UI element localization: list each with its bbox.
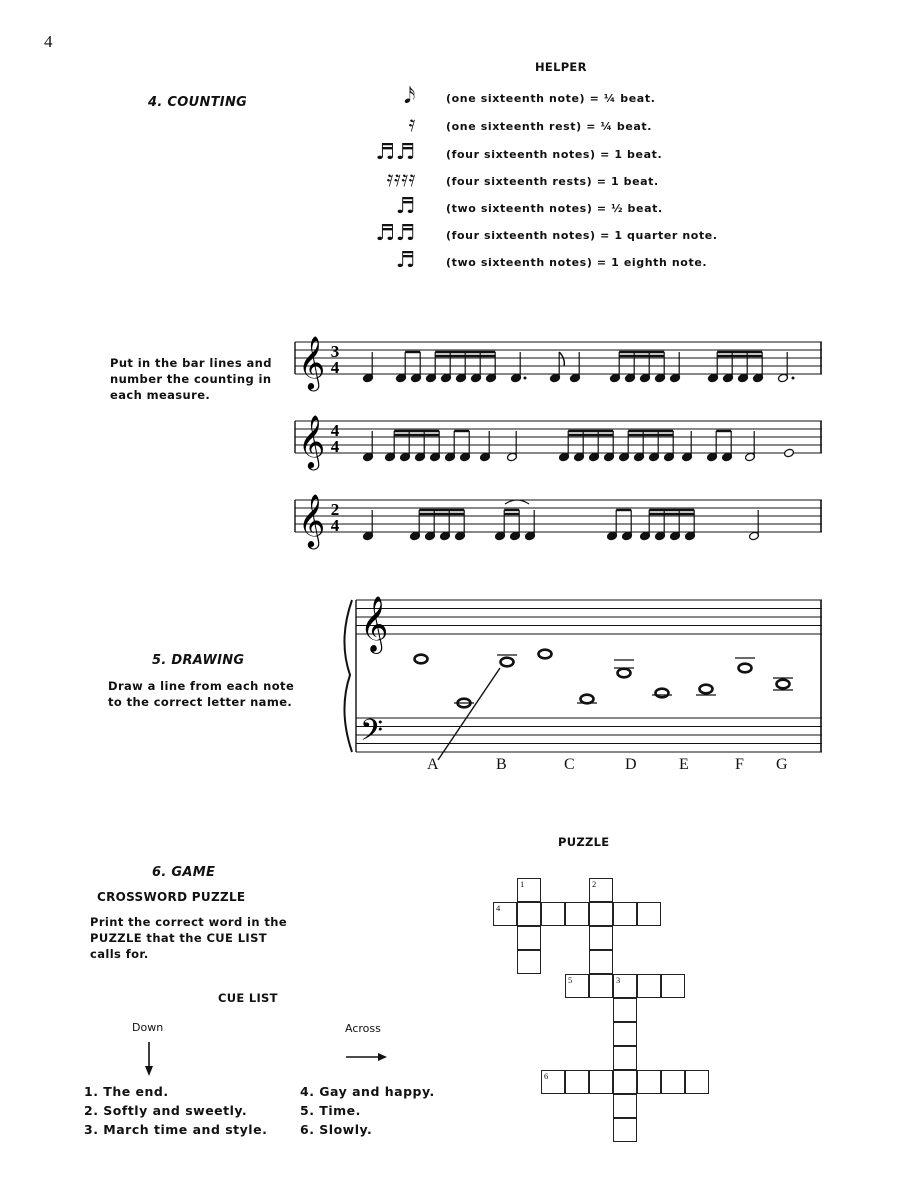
crossword-cell[interactable] <box>661 1070 685 1094</box>
down-clue-list <box>84 1082 267 1139</box>
time-sig-bottom: 4 <box>330 437 340 456</box>
treble-clef-icon: 𝄞 <box>360 596 389 652</box>
instruction-line: PUZZLE that the CUE LIST <box>90 931 268 945</box>
treble-clef-icon: 𝄞 <box>298 414 326 468</box>
crossword-cell[interactable] <box>637 1070 661 1094</box>
crossword-cell[interactable] <box>589 1070 613 1094</box>
cell-number: 6 <box>544 1071 549 1081</box>
time-sig-top: 2 <box>330 500 340 519</box>
crossword-subheading: CROSSWORD PUZZLE <box>97 890 246 904</box>
crossword-cell[interactable] <box>613 1046 637 1070</box>
cell-number: 3 <box>616 975 621 985</box>
cell-number: 1 <box>520 879 525 889</box>
crossword-cell[interactable] <box>565 902 589 926</box>
instruction-line: Draw a line from each note <box>108 679 295 693</box>
crossword-cell[interactable] <box>565 974 589 998</box>
cell-number: 2 <box>592 879 597 889</box>
treble-clef-icon: 𝄞 <box>298 335 326 389</box>
crossword-cell[interactable] <box>637 902 661 926</box>
across-clue-list <box>300 1082 435 1139</box>
helper-text: (four sixteenth notes) = 1 beat. <box>446 148 663 161</box>
crossword-cell[interactable] <box>517 950 541 974</box>
crossword-cell[interactable] <box>589 926 613 950</box>
crossword-cell[interactable] <box>517 878 541 902</box>
cell-number: 5 <box>568 975 573 985</box>
instruction-line: Print the correct word in the <box>90 915 288 929</box>
letter-f: F <box>735 756 744 773</box>
right-arrow-icon <box>346 1053 387 1061</box>
counting-heading: 4. COUNTING <box>148 95 248 110</box>
instruction-line: Put in the bar lines and <box>110 356 272 370</box>
helper-title: HELPER <box>535 60 587 74</box>
treble-clef-icon: 𝄞 <box>298 493 326 547</box>
time-sig-bottom: 4 <box>330 516 340 535</box>
crossword-cell[interactable] <box>613 998 637 1022</box>
down-clue: 1. The end. <box>84 1084 169 1099</box>
crossword-cell[interactable] <box>541 902 565 926</box>
crossword-cell[interactable] <box>613 1070 637 1094</box>
letter-b: B <box>496 756 507 773</box>
crossword-cell[interactable] <box>565 1070 589 1094</box>
across-clue: 5. Time. <box>300 1103 361 1118</box>
crossword-cell[interactable] <box>613 902 637 926</box>
sixteenth-rest-icon: 𝄿 <box>408 112 416 137</box>
helper-text: (two sixteenth notes) = ½ beat. <box>446 202 663 215</box>
cue-list-title: CUE LIST <box>218 991 278 1005</box>
four-sixteenth-rests-icon: 𝄿𝄿𝄿𝄿 <box>386 167 416 192</box>
game-heading: 6. GAME <box>152 865 216 880</box>
time-sig-top: 4 <box>330 421 340 440</box>
letter-g: G <box>776 756 788 773</box>
sixteenth-note-icon: 𝅘𝅥𝅯 <box>403 84 416 109</box>
bass-clef-icon: 𝄢 <box>360 714 384 755</box>
instruction-line: each measure. <box>110 388 211 402</box>
page-number: 4 <box>44 32 53 51</box>
helper-text: (one sixteenth note) = ¼ beat. <box>446 92 656 105</box>
time-sig-bottom: 4 <box>330 358 340 377</box>
helper-text: (four sixteenth notes) = 1 quarter note. <box>446 229 718 242</box>
helper-text: (two sixteenth notes) = 1 eighth note. <box>446 256 708 269</box>
crossword-cell[interactable] <box>493 902 517 926</box>
letter-c: C <box>564 756 575 773</box>
down-label: Down <box>132 1021 164 1034</box>
crossword-cell[interactable] <box>589 878 613 902</box>
helper-text: (four sixteenth rests) = 1 beat. <box>446 175 659 188</box>
instruction-line: number the counting in <box>110 372 272 386</box>
four-sixteenth-notes-icon: ♬♬ <box>375 140 416 165</box>
letter-d: D <box>625 756 637 773</box>
crossword-cell[interactable] <box>589 902 613 926</box>
down-clue: 2. Softly and sweetly. <box>84 1103 248 1118</box>
drawing-heading: 5. DRAWING <box>152 653 245 668</box>
crossword-cell[interactable] <box>613 1094 637 1118</box>
crossword-cell[interactable] <box>685 1070 709 1094</box>
four-sixteenth-notes-icon: ♬♬ <box>375 221 416 246</box>
puzzle-title: PUZZLE <box>558 835 610 849</box>
crossword-cell[interactable] <box>541 1070 565 1094</box>
crossword-cell[interactable] <box>589 950 613 974</box>
two-sixteenth-notes-icon: ♬ <box>395 194 416 219</box>
crossword-cell[interactable] <box>589 974 613 998</box>
letter-a: A <box>427 756 439 773</box>
crossword-cell[interactable] <box>517 902 541 926</box>
across-clue: 4. Gay and happy. <box>300 1084 435 1099</box>
crossword-cell[interactable] <box>613 974 637 998</box>
crossword-cell[interactable] <box>613 1022 637 1046</box>
crossword-cell[interactable] <box>637 974 661 998</box>
across-label: Across <box>345 1022 381 1035</box>
cell-number: 4 <box>496 903 501 913</box>
crossword-cell[interactable] <box>517 926 541 950</box>
letter-e: E <box>679 756 689 773</box>
down-arrow-icon <box>145 1042 153 1076</box>
crossword-cell[interactable] <box>661 974 685 998</box>
crossword-cell[interactable] <box>613 1118 637 1142</box>
time-sig-top: 3 <box>330 342 340 361</box>
instruction-line: calls for. <box>90 947 149 961</box>
down-clue: 3. March time and style. <box>84 1122 268 1137</box>
across-clue: 6. Slowly. <box>300 1122 373 1137</box>
helper-text: (one sixteenth rest) = ¼ beat. <box>446 120 653 133</box>
instruction-line: to the correct letter name. <box>108 695 293 709</box>
two-sixteenth-notes-icon: ♬ <box>395 248 416 273</box>
